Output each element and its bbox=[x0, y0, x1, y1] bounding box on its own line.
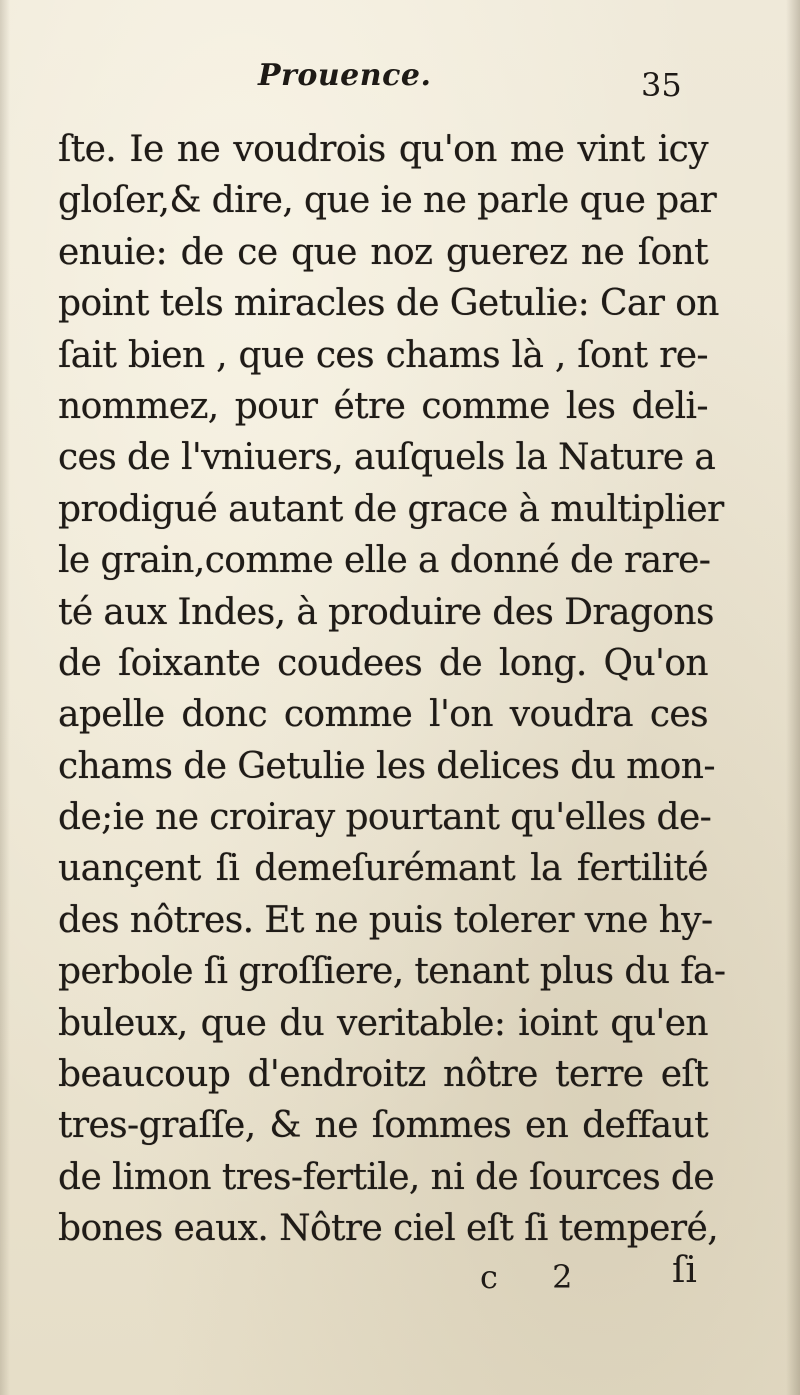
catchword: ſi bbox=[672, 1250, 697, 1291]
text-line: beaucoup d'endroitz nôtre terre eſt bbox=[58, 1054, 708, 1096]
text-line: chams de Getulie les delices du mon- bbox=[58, 745, 715, 787]
page-shadow-left bbox=[0, 0, 10, 1395]
running-title: Prouence. bbox=[258, 58, 432, 93]
text-line: prodigué autant de grace à multiplier bbox=[58, 488, 724, 530]
text-line: bones eaux. Nôtre ciel eſt ſi temperé, bbox=[58, 1208, 719, 1250]
text-line: perbole ſi groſſiere, tenant plus du fa- bbox=[58, 951, 726, 993]
signature-mark: c 2 bbox=[480, 1258, 595, 1296]
text-line: té aux Indes, à produire des Dragons bbox=[58, 591, 714, 633]
text-line: enuie: de ce que noz guerez ne ſont bbox=[58, 231, 708, 273]
text-line: apelle donc comme l'on voudra ces bbox=[58, 694, 708, 736]
text-line: de ſoixante coudees de long. Qu'on bbox=[58, 642, 708, 684]
text-line: de;ie ne croiray pourtant qu'elles de- bbox=[58, 797, 712, 839]
text-line: buleux, que du veritable: ioint qu'en bbox=[58, 1002, 708, 1044]
text-line: point tels miracles de Getulie: Car on bbox=[58, 283, 719, 325]
body-text bbox=[58, 124, 726, 1255]
text-line: le grain,comme elle a donné de rare- bbox=[58, 540, 711, 582]
page-number: 35 bbox=[641, 66, 682, 104]
text-line: gloſer,& dire, que ie ne parle que par bbox=[58, 180, 717, 222]
text-line: ſait bien , que ces chams là , ſont re- bbox=[58, 334, 708, 376]
text-line: de limon tres-fertile, ni de ſources de bbox=[58, 1156, 715, 1198]
text-line: uançent ſi demeſurémant la fertilité bbox=[58, 848, 708, 890]
text-line: ces de l'vniuers, auſquels la Nature a bbox=[58, 437, 716, 479]
text-line: nommez, pour étre comme les deli- bbox=[58, 385, 708, 427]
text-line: des nôtres. Et ne puis tolerer vne hy- bbox=[58, 899, 713, 941]
text-line: tres-graſſe, & ne ſommes en deffaut bbox=[58, 1105, 708, 1147]
text-line: ſte. Ie ne voudrois qu'on me vint icy bbox=[58, 129, 708, 170]
page-shadow-right bbox=[786, 0, 800, 1395]
